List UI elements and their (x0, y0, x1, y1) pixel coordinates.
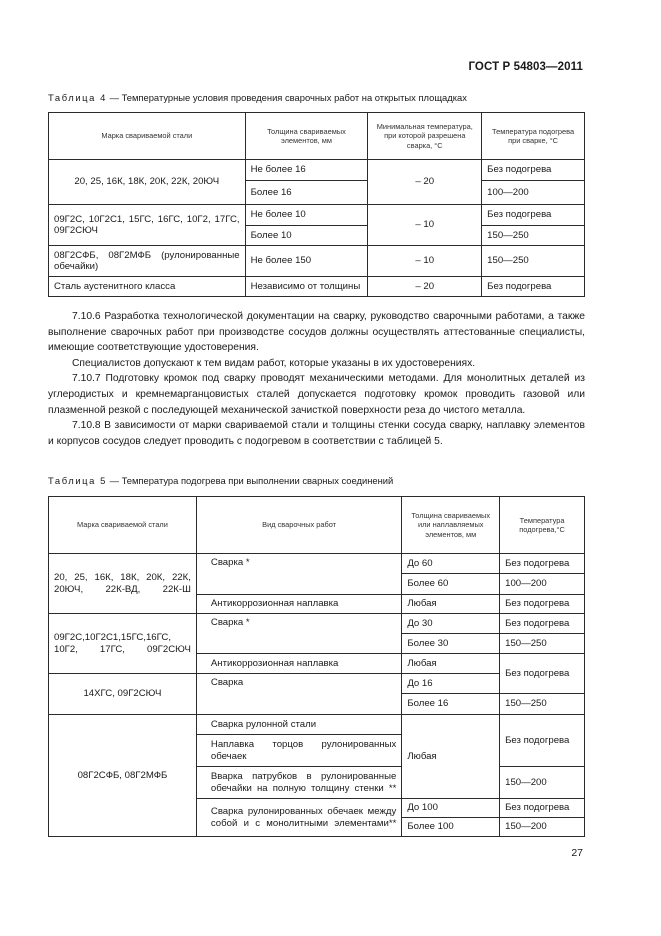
table5-cell-work: Сварка * (196, 614, 401, 654)
table4-cell-thickness: Не более 16 (245, 160, 368, 181)
table5-cell-work: Антикоррозионная наплавка (196, 654, 401, 674)
table4-cell-min-temp: – 10 (368, 205, 482, 246)
table5-cell-temp: 150—250 (500, 634, 585, 654)
table5-cell-thickness: Любая (402, 654, 500, 674)
table4-cell-thickness: Не более 150 (245, 246, 368, 277)
table4-cell-min-temp: – 10 (368, 246, 482, 277)
table4-cell-thickness: Более 16 (245, 181, 368, 205)
table5-header-work: Вид сварочных работ (196, 497, 401, 554)
page-number: 27 (571, 847, 583, 859)
table5-cell-work: Сварка рулонной стали (196, 715, 401, 735)
table5-cell-temp: 150—250 (500, 694, 585, 715)
table5-cell-temp: Без подогрева (500, 614, 585, 634)
table4-header-min-temp: Минимальная температура, при которой разрешена сварка, °С (368, 113, 482, 160)
table4-cell-preheat: 150—250 (482, 246, 585, 277)
table4-cell-thickness: Независимо от толщины (245, 277, 368, 297)
table5-cell-thickness: Более 16 (402, 694, 500, 715)
table5-cell-thickness: Более 100 (402, 818, 500, 837)
table5-cell-thickness: До 16 (402, 674, 500, 694)
paragraph-specialists: Специалистов допускают к тем видам работ, которые указаны в их удостоверениях. (72, 357, 476, 369)
paragraph-7-10-8: 7.10.8 В зависимости от марки свариваемой стали и толщины стенки сосуда сварку, наплавку элементов и корпусов сосудов следует проводить с подогревом в соответствии с таблицей 5. (48, 420, 585, 447)
table4-cell-preheat: Без подогрева (482, 160, 585, 181)
table4-cell-min-temp: – 20 (368, 160, 482, 205)
table5-cell-work: Сварка * (196, 554, 401, 595)
table5-header-steel: Марка свариваемой стали (49, 497, 197, 554)
table5-cell-steel: 14ХГС, 09Г2СЮЧ (49, 674, 197, 715)
table4-cell-thickness: Более 10 (245, 226, 368, 246)
table5-cell-temp: 100—200 (500, 574, 585, 595)
table5-cell-temp: Без подогрева (500, 595, 585, 614)
table5-cell-temp: 150—200 (500, 767, 585, 799)
table5-cell-temp: Без подогрева (500, 654, 585, 694)
body-text (48, 309, 585, 449)
table5-cell-thickness: Более 60 (402, 574, 500, 595)
table5-cell-temp: Без подогрева (500, 715, 585, 767)
table5-cell-work: Наплавка торцов рулонированных обечаек (196, 735, 401, 767)
table5-cell-thickness: До 100 (402, 799, 500, 818)
table4-label: Таблица 4 (48, 92, 107, 103)
table4-cell-steel: 09Г2С, 10Г2С1, 15ГС, 16ГС, 10Г2, 17ГС, 09Г2СЮЧ (49, 205, 246, 246)
table5 (48, 496, 585, 837)
table5-cell-steel: 20, 25, 16К, 18К, 20К, 22К, 20ЮЧ, 22К-ВД, 22К-Ш (49, 554, 197, 614)
table5-cell-temp: Без подогрева (500, 554, 585, 574)
table4 (48, 112, 585, 297)
table4-header-preheat: Температура подогрева при сварке, °С (482, 113, 585, 160)
table4-cell-preheat: 100—200 (482, 181, 585, 205)
table4-cell-preheat: Без подогрева (482, 277, 585, 297)
paragraph-7-10-7: 7.10.7 Подготовку кромок под сварку проводят механическими методами. Для монолитных деталей из углеродистых и кремнемарганцовистых сталей допускается подготовку кромок проводить газовой или плазменной резкой с последующей механической зачисткой поверхности реза до чистого металла. (48, 373, 585, 416)
table4-header-thickness: Толщина свариваемых элементов, мм (245, 113, 368, 160)
table5-header-temp: Температура подогрева,°С (500, 497, 585, 554)
table4-cell-steel: 20, 25, 16К, 18К, 20К, 22К, 20ЮЧ (49, 160, 246, 205)
table5-cell-work: Сварка (196, 674, 401, 715)
table4-title: — Температурные условия проведения сварочных работ на открытых площадках (106, 92, 467, 103)
table4-cell-thickness: Не более 10 (245, 205, 368, 226)
table5-title: — Температура подогрева при выполнении сварных соединений (106, 475, 394, 486)
table4-cell-min-temp: – 20 (368, 277, 482, 297)
table5-cell-thickness: Более 30 (402, 634, 500, 654)
table5-cell-thickness: До 30 (402, 614, 500, 634)
table5-cell-work: Вварка патрубков в рулонированные обечайки на полную толщину стенки ** (196, 767, 401, 799)
table5-caption (48, 475, 393, 486)
table5-cell-steel: 08Г2СФБ, 08Г2МФБ (49, 715, 197, 837)
table4-caption (48, 92, 467, 103)
table4-cell-preheat: Без подогрева (482, 205, 585, 226)
table5-cell-thickness: Любая (402, 595, 500, 614)
table4-cell-steel: Сталь аустенитного класса (49, 277, 246, 297)
table4-header-steel: Марка свариваемой стали (49, 113, 246, 160)
table5-label: Таблица 5 (48, 475, 107, 486)
table5-cell-steel: 09Г2С,10Г2С1,15ГС,16ГС, 10Г2, 17ГС, 09Г2СЮЧ (49, 614, 197, 674)
table5-cell-temp: Без подогрева (500, 799, 585, 818)
table5-cell-temp: 150—200 (500, 818, 585, 837)
table5-cell-thickness: Любая (402, 715, 500, 799)
table4-cell-steel: 08Г2СФБ, 08Г2МФБ (рулонированные обечайки) (49, 246, 246, 277)
table5-cell-thickness: До 60 (402, 554, 500, 574)
table5-cell-work: Антикоррозионная наплавка (196, 595, 401, 614)
paragraph-7-10-6: 7.10.6 Разработка технологической документации на сварку, руководство сварочными работами, а также выполнение сварочных работ при производстве сосудов должны осуществлять аттестованные специалисты, имеющие соответствующие удостоверения. (48, 311, 585, 354)
table5-header-thickness: Толщина свариваемых или наплавляемых элементов, мм (402, 497, 500, 554)
table4-cell-preheat: 150—250 (482, 226, 585, 246)
table5-cell-work: Сварка рулонированных обечаек между собой и с монолитными элементами** (196, 799, 401, 837)
standard-number: ГОСТ Р 54803—2011 (468, 61, 583, 73)
